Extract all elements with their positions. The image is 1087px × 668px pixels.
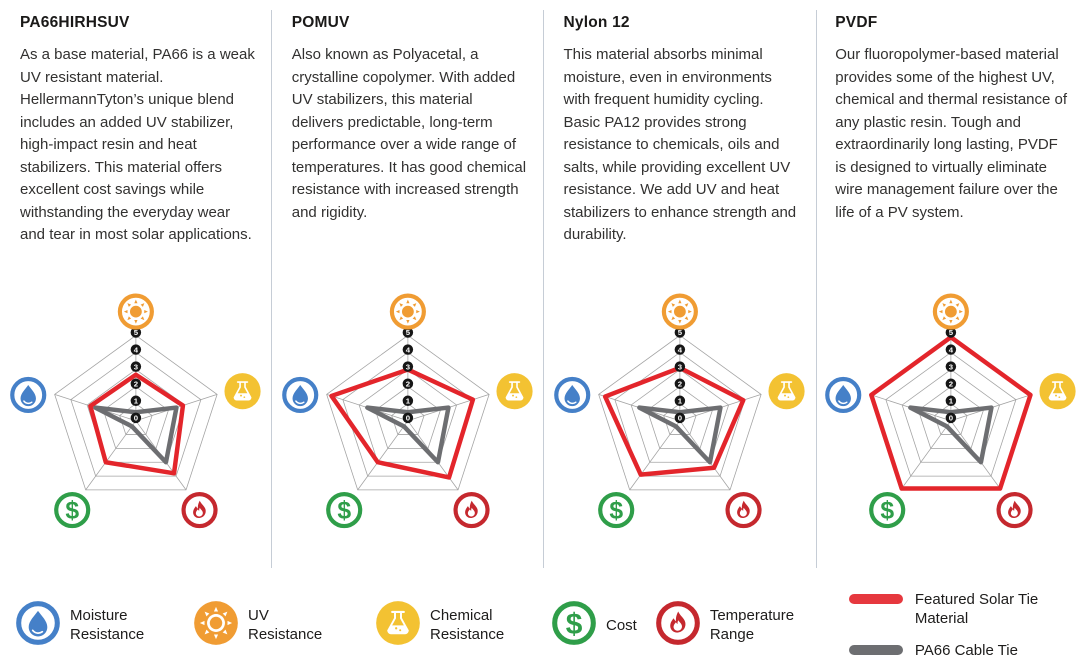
svg-text:5: 5 xyxy=(405,328,410,338)
svg-text:2: 2 xyxy=(948,379,954,389)
radar-chart-wrap xyxy=(272,287,544,541)
material-description: This material absorbs minimal moisture, even in environments with frequent humidity cycling. Basic PA12 provides strong resistance to chemicals, oils and salts, while providing excellent UV resistance. We add UV and heat stabilizers to enhance strength and durability. xyxy=(563,46,797,243)
svg-text:2: 2 xyxy=(405,379,410,389)
chemical-resistance-icon xyxy=(375,600,421,651)
material-title: Nylon 12 xyxy=(563,14,630,31)
radar-chart-pvdf xyxy=(815,287,1087,541)
svg-text:3: 3 xyxy=(948,362,954,372)
radar-chart-pa66hirhsuv xyxy=(0,287,272,541)
svg-text:1: 1 xyxy=(948,396,954,406)
radar-chart-pomuv xyxy=(272,287,544,541)
svg-text:$: $ xyxy=(65,497,80,525)
svg-text:$: $ xyxy=(880,497,895,525)
material-title: PA66HIRHSUV xyxy=(20,14,130,31)
column-divider xyxy=(543,10,544,568)
cost-icon xyxy=(600,494,632,526)
temperature-range-icon xyxy=(655,600,701,651)
temperature-icon xyxy=(184,494,216,526)
material-description: As a base material, PA66 is a weak UV resistant material. HellermannTyton’s unique blend includes an added UV stabilizer, high-impact resin and heat stabilizers. This material offers excellent cost savings while withstanding the everyday wear and tear in most solar applications. xyxy=(20,46,255,243)
temperature-icon xyxy=(727,494,759,526)
legend-series xyxy=(849,590,1065,660)
svg-text:0: 0 xyxy=(405,413,410,423)
chemical-icon xyxy=(1040,373,1076,409)
legend-label: Moisture Resistance xyxy=(70,607,145,643)
uv-icon xyxy=(120,296,152,328)
featured-line-swatch xyxy=(849,594,903,604)
chemical-icon xyxy=(768,373,804,409)
svg-text:1: 1 xyxy=(133,396,139,406)
material-column xyxy=(272,0,544,580)
svg-text:4: 4 xyxy=(677,345,682,355)
legend-label: UV Resistance xyxy=(248,607,323,643)
column-divider xyxy=(271,10,272,568)
svg-text:3: 3 xyxy=(405,362,410,372)
legend-item-uv xyxy=(193,600,343,651)
cost-icon xyxy=(871,494,903,526)
uv-icon xyxy=(935,296,967,328)
legend-series-label: Featured Solar Tie Material xyxy=(914,591,1039,627)
chemical-icon xyxy=(224,373,260,409)
cost-icon xyxy=(56,494,88,526)
featured-series-line xyxy=(90,375,183,474)
svg-text:0: 0 xyxy=(677,413,682,423)
material-description: Also known as Polyacetal, a crystalline copolymer. With added UV stabilizers, this material delivers predictable, long-term performance over a wide range of temperatures. It has good chemical resistance with increased strength and rigidity. xyxy=(291,46,527,221)
legend-series-pa66 xyxy=(849,641,1065,660)
moisture-icon xyxy=(556,379,588,411)
radar-chart-wrap xyxy=(544,287,816,541)
pa66-line-swatch xyxy=(849,645,903,655)
material-title: PVDF xyxy=(835,14,878,31)
material-column xyxy=(544,0,816,580)
svg-text:$: $ xyxy=(337,497,351,525)
temperature-icon xyxy=(999,494,1031,526)
svg-text:5: 5 xyxy=(948,328,954,338)
uv-icon xyxy=(663,296,695,328)
svg-text:5: 5 xyxy=(677,328,682,338)
legend-item-chemical xyxy=(375,600,525,651)
svg-text:4: 4 xyxy=(133,345,139,355)
material-column xyxy=(0,0,272,580)
cost-icon xyxy=(551,600,597,651)
legend-item-moisture xyxy=(15,600,165,651)
svg-text:4: 4 xyxy=(405,345,410,355)
moisture-icon xyxy=(12,379,44,411)
svg-text:$: $ xyxy=(565,607,583,641)
legend-series-label: PA66 Cable Tie xyxy=(914,642,1018,659)
uv-icon xyxy=(392,296,424,328)
temperature-icon xyxy=(455,494,487,526)
radar-chart-wrap xyxy=(815,287,1087,541)
svg-text:4: 4 xyxy=(948,345,954,355)
moisture-icon xyxy=(284,379,316,411)
svg-text:$: $ xyxy=(608,497,623,525)
material-title: POMUV xyxy=(291,14,350,31)
material-description: Our fluoropolymer-based material provides some of the highest UV, chemical and thermal resistance of any plastic resin. Tough and extraordinarily long lasting, PVDF is designed to virtually eliminate wire management failure over the life of a PV system. xyxy=(835,46,1068,221)
svg-text:2: 2 xyxy=(133,379,139,389)
moisture-resistance-icon xyxy=(15,600,61,651)
legend-series-featured xyxy=(849,590,1065,628)
svg-text:0: 0 xyxy=(948,413,954,423)
moisture-icon xyxy=(828,379,860,411)
svg-text:1: 1 xyxy=(677,396,682,406)
svg-text:3: 3 xyxy=(677,362,682,372)
svg-text:5: 5 xyxy=(133,328,139,338)
svg-text:3: 3 xyxy=(133,362,139,372)
legend-label: Cost xyxy=(606,616,637,634)
radar-chart-nylon12 xyxy=(544,287,816,541)
svg-text:2: 2 xyxy=(677,379,682,389)
uv-resistance-icon xyxy=(193,600,239,651)
column-divider xyxy=(816,10,817,568)
cost-icon xyxy=(328,494,360,526)
legend-item-cost xyxy=(551,600,637,651)
material-column xyxy=(815,0,1087,580)
chemical-icon xyxy=(496,373,532,409)
svg-text:1: 1 xyxy=(405,396,410,406)
legend-label: Temperature Range xyxy=(709,607,795,643)
legend-label: Chemical Resistance xyxy=(430,607,505,643)
svg-text:0: 0 xyxy=(133,413,139,423)
radar-chart-wrap xyxy=(0,287,272,541)
legend xyxy=(0,586,1087,664)
legend-item-temperature xyxy=(655,600,805,651)
